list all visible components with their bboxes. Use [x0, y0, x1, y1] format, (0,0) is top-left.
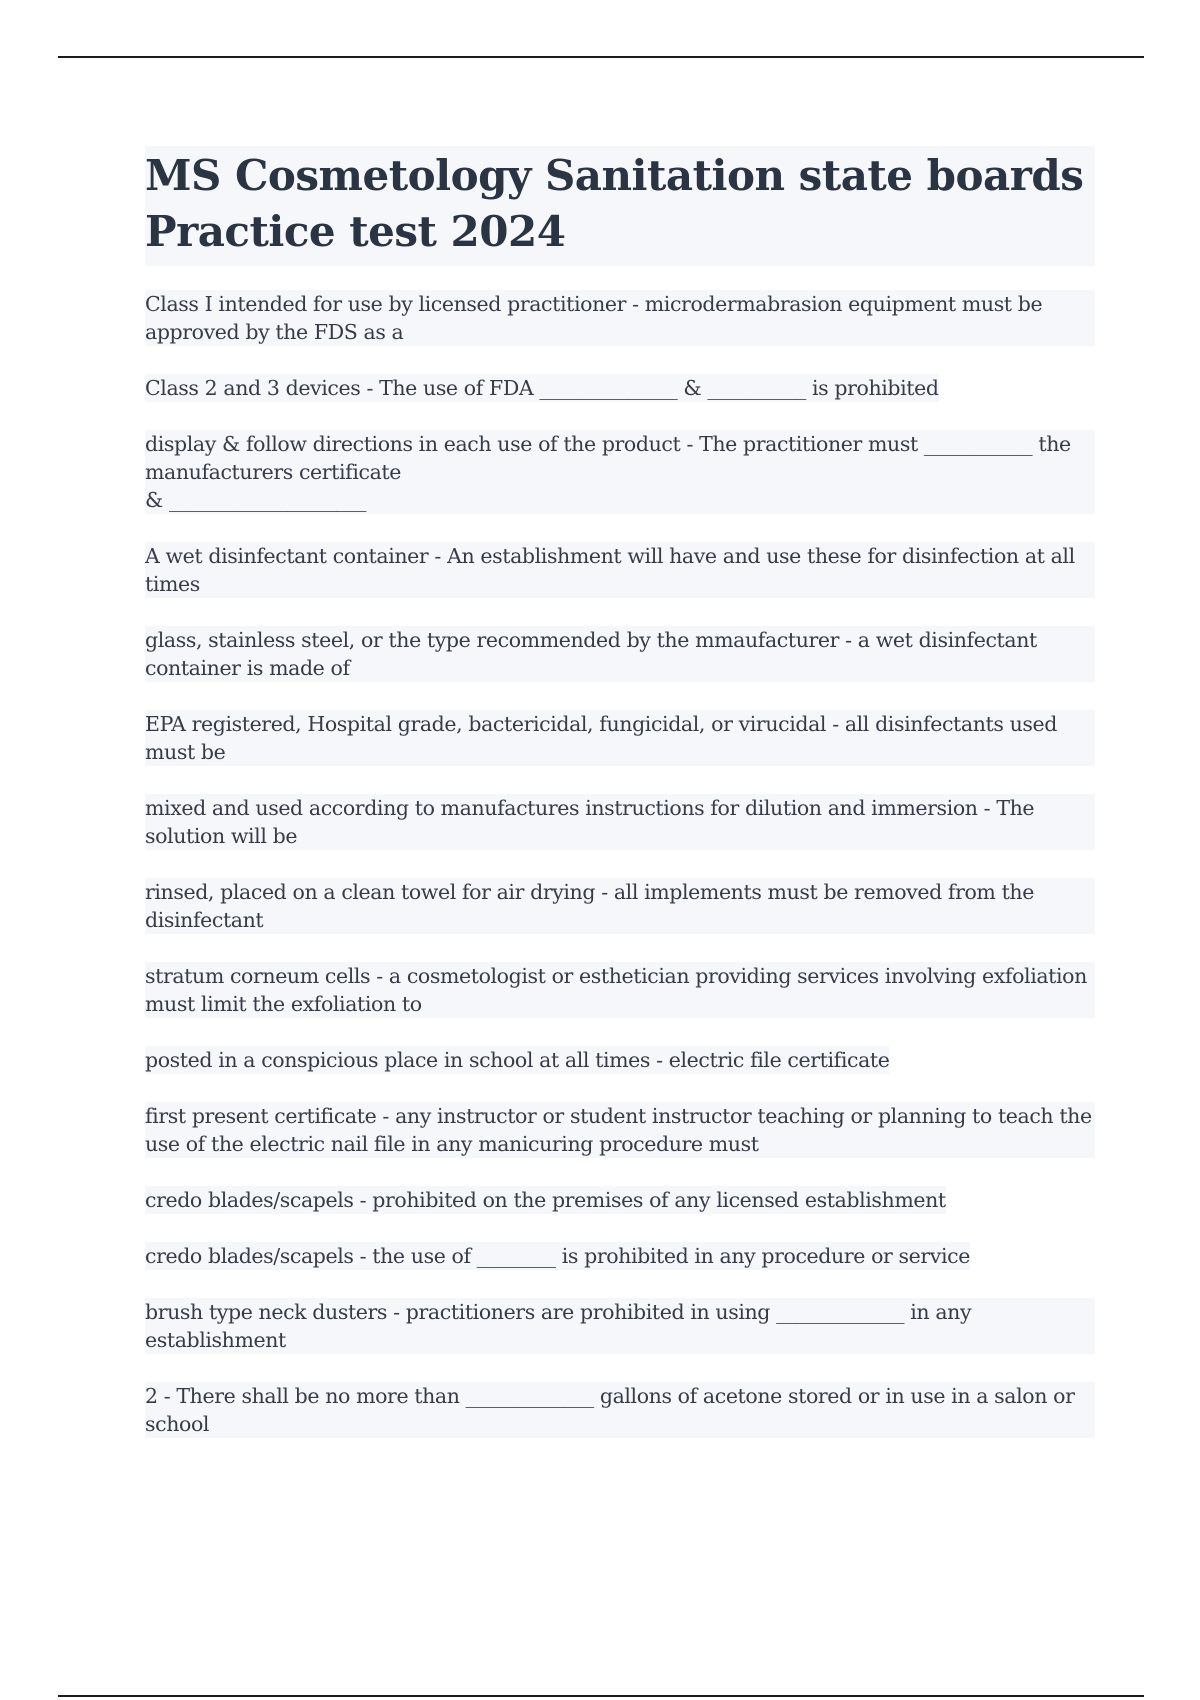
flashcard-8: rinsed, placed on a clean towel for air drying - all implements must be removed from the disinfectant: [145, 878, 1095, 934]
title-block: [145, 146, 1095, 266]
flashcard-5: glass, stainless steel, or the type recommended by the mmaufacturer - a wet disinfectant container is made of: [145, 626, 1095, 682]
top-rule: [58, 56, 1144, 58]
page-title: [145, 148, 1087, 260]
flashcard-12: credo blades/scapels - prohibited on the premises of any licensed establishment: [145, 1188, 946, 1212]
flashcard-3: display & follow directions in each use of the product - The practitioner must ___________ the manufacturers certificate & ____________________: [145, 430, 1095, 514]
flashcard-11: first present certificate - any instructor or student instructor teaching or planning to teach the use of the electric nail file in any manicuring procedure must: [145, 1102, 1095, 1158]
flashcard-1: Class I intended for use by licensed practitioner - microdermabrasion equipment must be approved by the FDS as a: [145, 290, 1095, 346]
flashcard-14: brush type neck dusters - practitioners are prohibited in using _____________ in any establishment: [145, 1298, 1095, 1354]
document-body: [145, 146, 1095, 1466]
title-line-1: MS Cosmetology Sanitation state boards: [145, 151, 1084, 200]
flashcard-6: EPA registered, Hospital grade, bactericidal, fungicidal, or virucidal - all disinfectants used must be: [145, 710, 1095, 766]
flashcard-2: Class 2 and 3 devices - The use of FDA ______________ & __________ is prohibited: [145, 376, 939, 400]
flashcard-10: posted in a conspicious place in school at all times - electric file certificate: [145, 1048, 890, 1072]
flashcard-7: mixed and used according to manufactures instructions for dilution and immersion - The solution will be: [145, 794, 1095, 850]
flashcard-4: A wet disinfectant container - An establishment will have and use these for disinfection at all times: [145, 542, 1095, 598]
flashcard-15: 2 - There shall be no more than _____________ gallons of acetone stored or in use in a salon or school: [145, 1382, 1095, 1438]
title-line-2: Practice test 2024: [145, 207, 566, 256]
flashcard-13: credo blades/scapels - the use of ________ is prohibited in any procedure or service: [145, 1244, 970, 1268]
bottom-rule: [58, 1695, 1144, 1697]
flashcard-9: stratum corneum cells - a cosmetologist or esthetician providing services involving exfoliation must limit the exfoliation to: [145, 962, 1095, 1018]
